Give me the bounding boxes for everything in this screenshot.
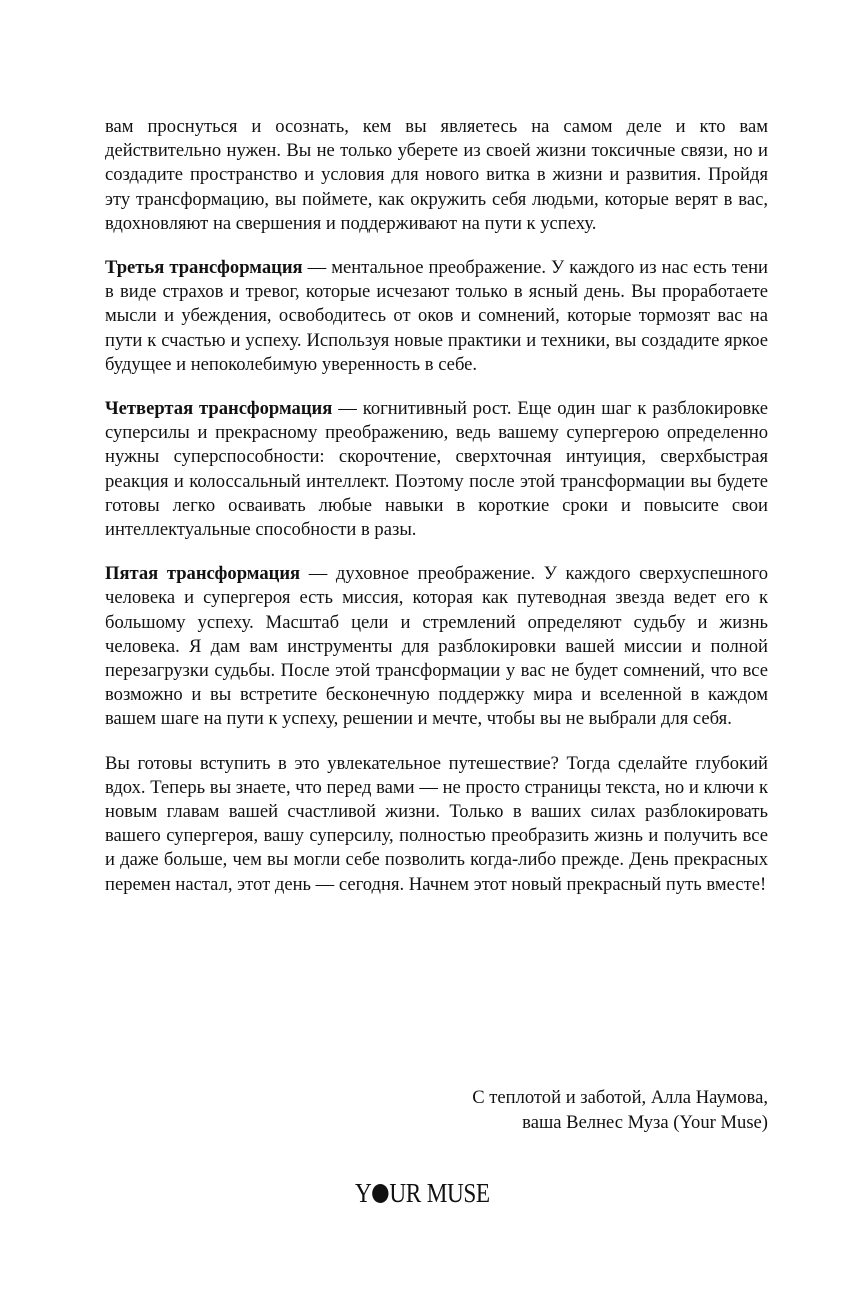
logo-letters-ur: UR — [389, 1178, 421, 1208]
paragraph-intro-continuation — [105, 115, 768, 236]
paragraph-closing — [105, 752, 768, 897]
paragraph-text: — когнитивный рост. Еще один шаг к разблокировке суперсилы и прекрасному преображению, ведь вашему супергерою определенно нужны суперспособности: скорочтение, сверхточная интуиция, сверхбыстрая реакция и колоссальный интеллект. Поэтому после этой трансформации вы будете готовы легко осваивать любые навыки в короткие сроки и повысите свои интеллектуальные способности в разы. — [105, 398, 768, 541]
body-text — [105, 115, 768, 917]
signature-line-1: С теплотой и заботой, Алла Наумова, — [472, 1087, 768, 1108]
paragraph-text: Вы готовы вступить в это увлекательное путешествие? Тогда сделайте глубокий вдох. Теперь вы знаете, что перед вами — не просто страницы текста, но и ключи к новым главам вашей счастливой жизни. Только в ваших силах разблокировать вашего супергероя, вашу суперсилу, полностью преобразить жизнь и получить все и даже больше, чем вы могли себе позволить когда-либо прежде. День прекрасных перемен настал, этот день — сегодня. Начнем этот новый прекрасный путь вместе! — [105, 752, 768, 895]
paragraph-text: — ментальное преображение. У каждого из нас есть тени в виде страхов и тревог, которые исчезают только в ясный день. Вы проработаете мысли и убеждения, освободитесь от оков и сомнений, которые тормозят вас на пути к счастью и успеху. Используя новые практики и техники, вы создадите яркое будущее и непоколебимую уверенность в себе. — [105, 257, 768, 375]
paragraph-text: вам проснуться и осознать, кем вы являетесь на самом деле и кто вам действительно нужен. Вы не только уберете из своей жизни токсичные связи, но и создадите пространство и условия для нового витка в жизни и развития. Пройдя эту трансформацию, вы поймете, как окружить себя людьми, которые верят в вас, вдохновляют на свершения и поддерживают на пути к успеху. — [105, 116, 768, 234]
paragraph-third-transformation — [105, 256, 768, 377]
logo-dot-icon — [372, 1184, 388, 1203]
logo-letter-y: Y — [354, 1178, 372, 1208]
paragraph-heading: Пятая трансформация — [105, 563, 301, 585]
paragraph-text: — духовное преображение. У каждого сверхуспешного человека и супергероя есть миссия, которая как путеводная звезда ведет его к большому успеху. Масштаб цели и стремлений определяют судьбу и жизнь человека. Я дам вам инструменты для разблокировки вашей миссии и полной перезагрузки судьбы. После этой трансформации у вас не будет сомнений, что все возможно и вы встретите бесконечную поддержку мира и вселенной в каждом вашем шаге на пути к успеху, решении и мечте, чтобы вы не выбрали для себя. — [105, 563, 768, 730]
signature-line-2: ваша Велнес Муза (Your Muse) — [522, 1111, 768, 1133]
signature — [472, 1086, 768, 1135]
your-muse-logo — [0, 1178, 844, 1209]
logo-wordmark — [355, 1178, 490, 1209]
logo-word-muse: MUSE — [426, 1178, 490, 1208]
paragraph-fourth-transformation — [105, 397, 768, 542]
paragraph-heading: Четвертая трансформация — [105, 398, 333, 420]
paragraph-fifth-transformation — [105, 562, 768, 731]
paragraph-heading: Третья трансформация — [105, 257, 303, 279]
